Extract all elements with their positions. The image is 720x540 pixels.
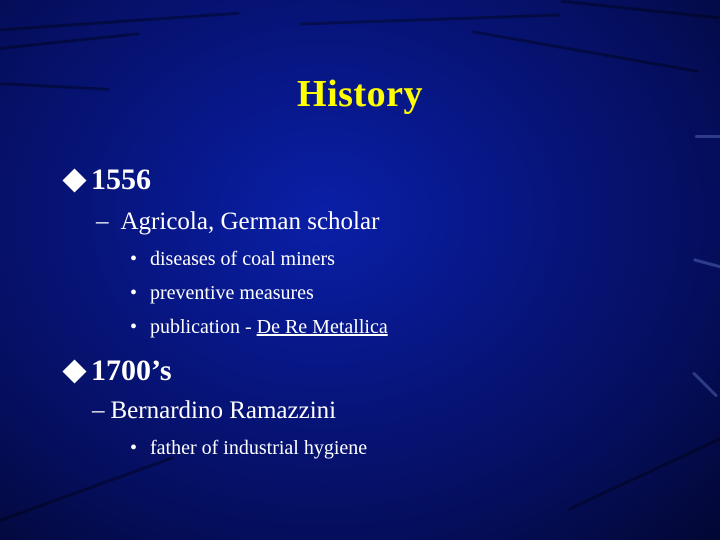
decor-streak: [695, 135, 720, 138]
bullet-text: diseases of coal miners: [150, 248, 335, 270]
diamond-bullet-icon: [62, 359, 86, 383]
bullet-text: father of industrial hygiene: [150, 437, 368, 459]
section-heading-text: 1700’s: [91, 354, 172, 387]
section-heading-1556: [62, 163, 151, 197]
decor-streak: [471, 30, 698, 73]
bullet-icon: •: [130, 282, 138, 304]
diamond-bullet-icon: [62, 168, 86, 192]
decor-streak: [0, 12, 240, 32]
section-heading-text: 1556: [91, 163, 151, 196]
bullet-text: publication -: [150, 316, 257, 338]
sub-item-ramazzini: [92, 397, 336, 425]
sub-item-text: Agricola, German scholar: [120, 208, 380, 235]
bullet-icon: •: [130, 316, 138, 338]
decor-streak: [0, 32, 140, 51]
section-heading-1700s: [62, 354, 172, 388]
decor-streak: [560, 0, 719, 19]
sub-item-text: Bernardino Ramazzini: [110, 397, 337, 424]
slide-title: History: [297, 73, 423, 115]
bullet-icon: •: [130, 248, 138, 270]
book-title-link[interactable]: De Re Metallica: [256, 316, 388, 338]
decor-streak: [692, 371, 718, 397]
bullet-icon: •: [130, 437, 138, 459]
bullet-item: [130, 282, 314, 305]
sub-item-agricola: [96, 208, 379, 236]
decor-streak: [0, 456, 174, 527]
dash-marker: –: [96, 208, 109, 235]
bullet-item: [130, 248, 335, 271]
bullet-item: [130, 437, 367, 460]
bullet-text: preventive measures: [150, 282, 314, 304]
dash-marker: –: [92, 397, 105, 424]
decor-streak: [693, 258, 720, 269]
decor-streak: [568, 432, 720, 511]
decor-streak: [300, 13, 560, 25]
bullet-item: [130, 316, 388, 339]
